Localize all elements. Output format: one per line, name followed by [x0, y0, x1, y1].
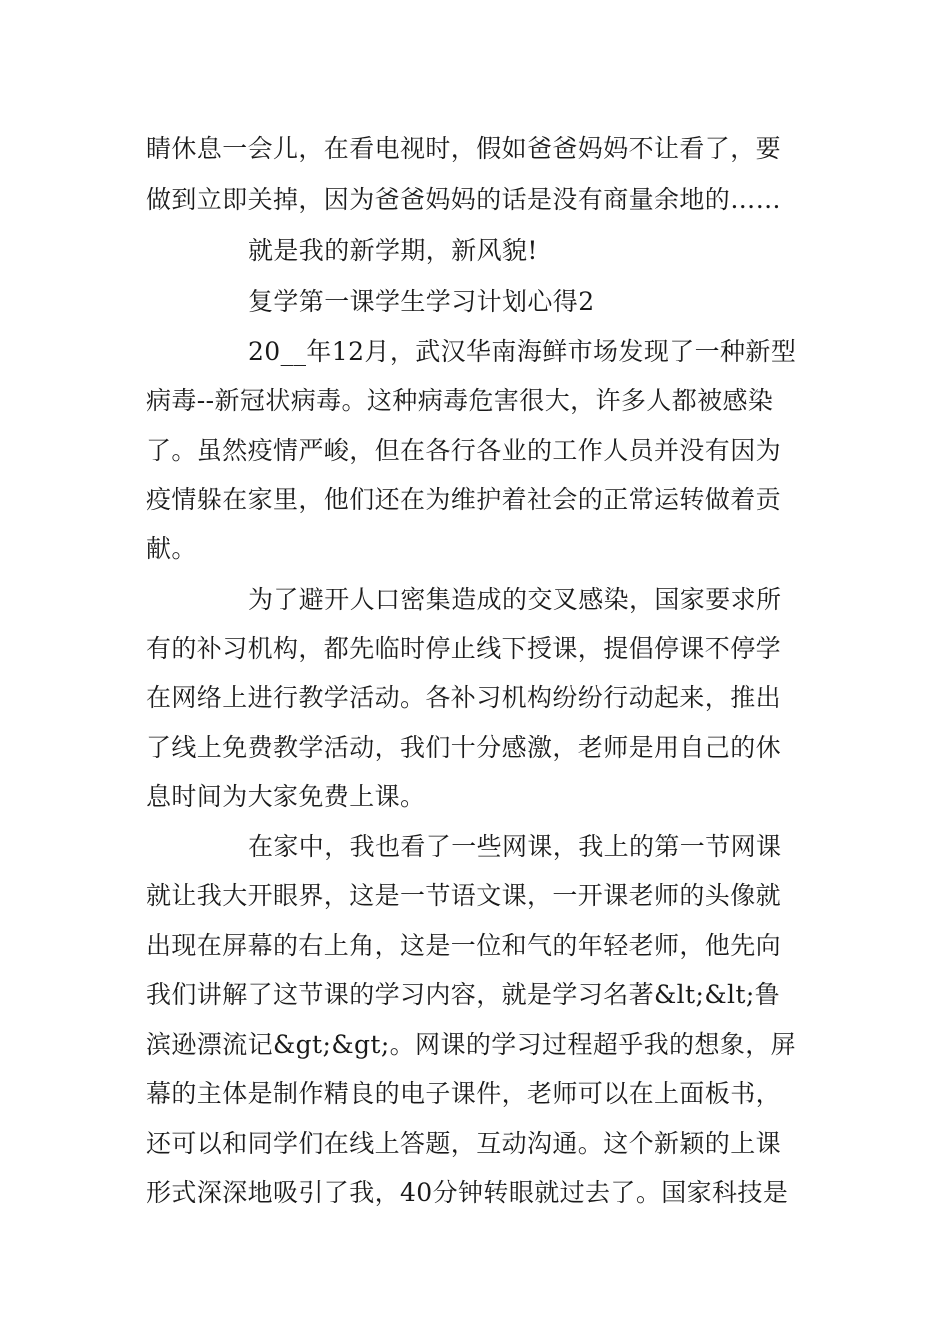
body-text-line: 息时间为大家免费上课。: [146, 782, 426, 811]
body-text-line: 滨逊漂流记&gt;&gt;。网课的学习过程超乎我的想象，屏: [146, 1030, 797, 1059]
body-text-line: 我们讲解了这节课的学习内容，就是学习名著&lt;&lt;鲁: [146, 980, 781, 1009]
paragraph-start: 20__年12月，武汉华南海鲜市场发现了一种新型: [248, 337, 797, 366]
body-text-line: 形式深深地吸引了我，40分钟转眼就过去了。国家科技是: [146, 1178, 789, 1207]
body-text-line: 幕的主体是制作精良的电子课件，老师可以在上面板书，: [146, 1079, 782, 1108]
closing-line: 就是我的新学期，新风貌!: [248, 236, 538, 265]
body-text-line: 出现在屏幕的右上角，这是一位和气的年轻老师，他先向: [146, 931, 782, 960]
body-text-line: 疫情躲在家里，他们还在为维护着社会的正常运转做着贡: [146, 485, 782, 514]
body-text-line: 有的补习机构，都先临时停止线下授课，提倡停课不停学: [146, 634, 782, 663]
body-text-line: 了。虽然疫情严峻，但在各行各业的工作人员并没有因为: [146, 436, 782, 465]
section-title: 复学第一课学生学习计划心得2: [248, 287, 595, 316]
body-text-line: 做到立即关掉，因为爸爸妈妈的话是没有商量余地的……: [146, 185, 782, 214]
paragraph-start: 为了避开人口密集造成的交叉感染，国家要求所: [248, 585, 782, 614]
body-text-line: 在网络上进行教学活动。各补习机构纷纷行动起来，推出: [146, 683, 782, 712]
paragraph-start: 在家中，我也看了一些网课，我上的第一节网课: [248, 832, 782, 861]
body-text-line: 睛休息一会儿，在看电视时，假如爸爸妈妈不让看了，要: [146, 134, 782, 163]
body-text-line: 献。: [146, 534, 197, 563]
body-text-line: 了线上免费教学活动，我们十分感激，老师是用自己的休: [146, 733, 782, 762]
body-text-line: 就让我大开眼界，这是一节语文课，一开课老师的头像就: [146, 881, 782, 910]
body-text-line: 病毒--新冠状病毒。这种病毒危害很大，许多人都被感染: [146, 386, 774, 415]
body-text-line: 还可以和同学们在线上答题，互动沟通。这个新颖的上课: [146, 1129, 782, 1158]
